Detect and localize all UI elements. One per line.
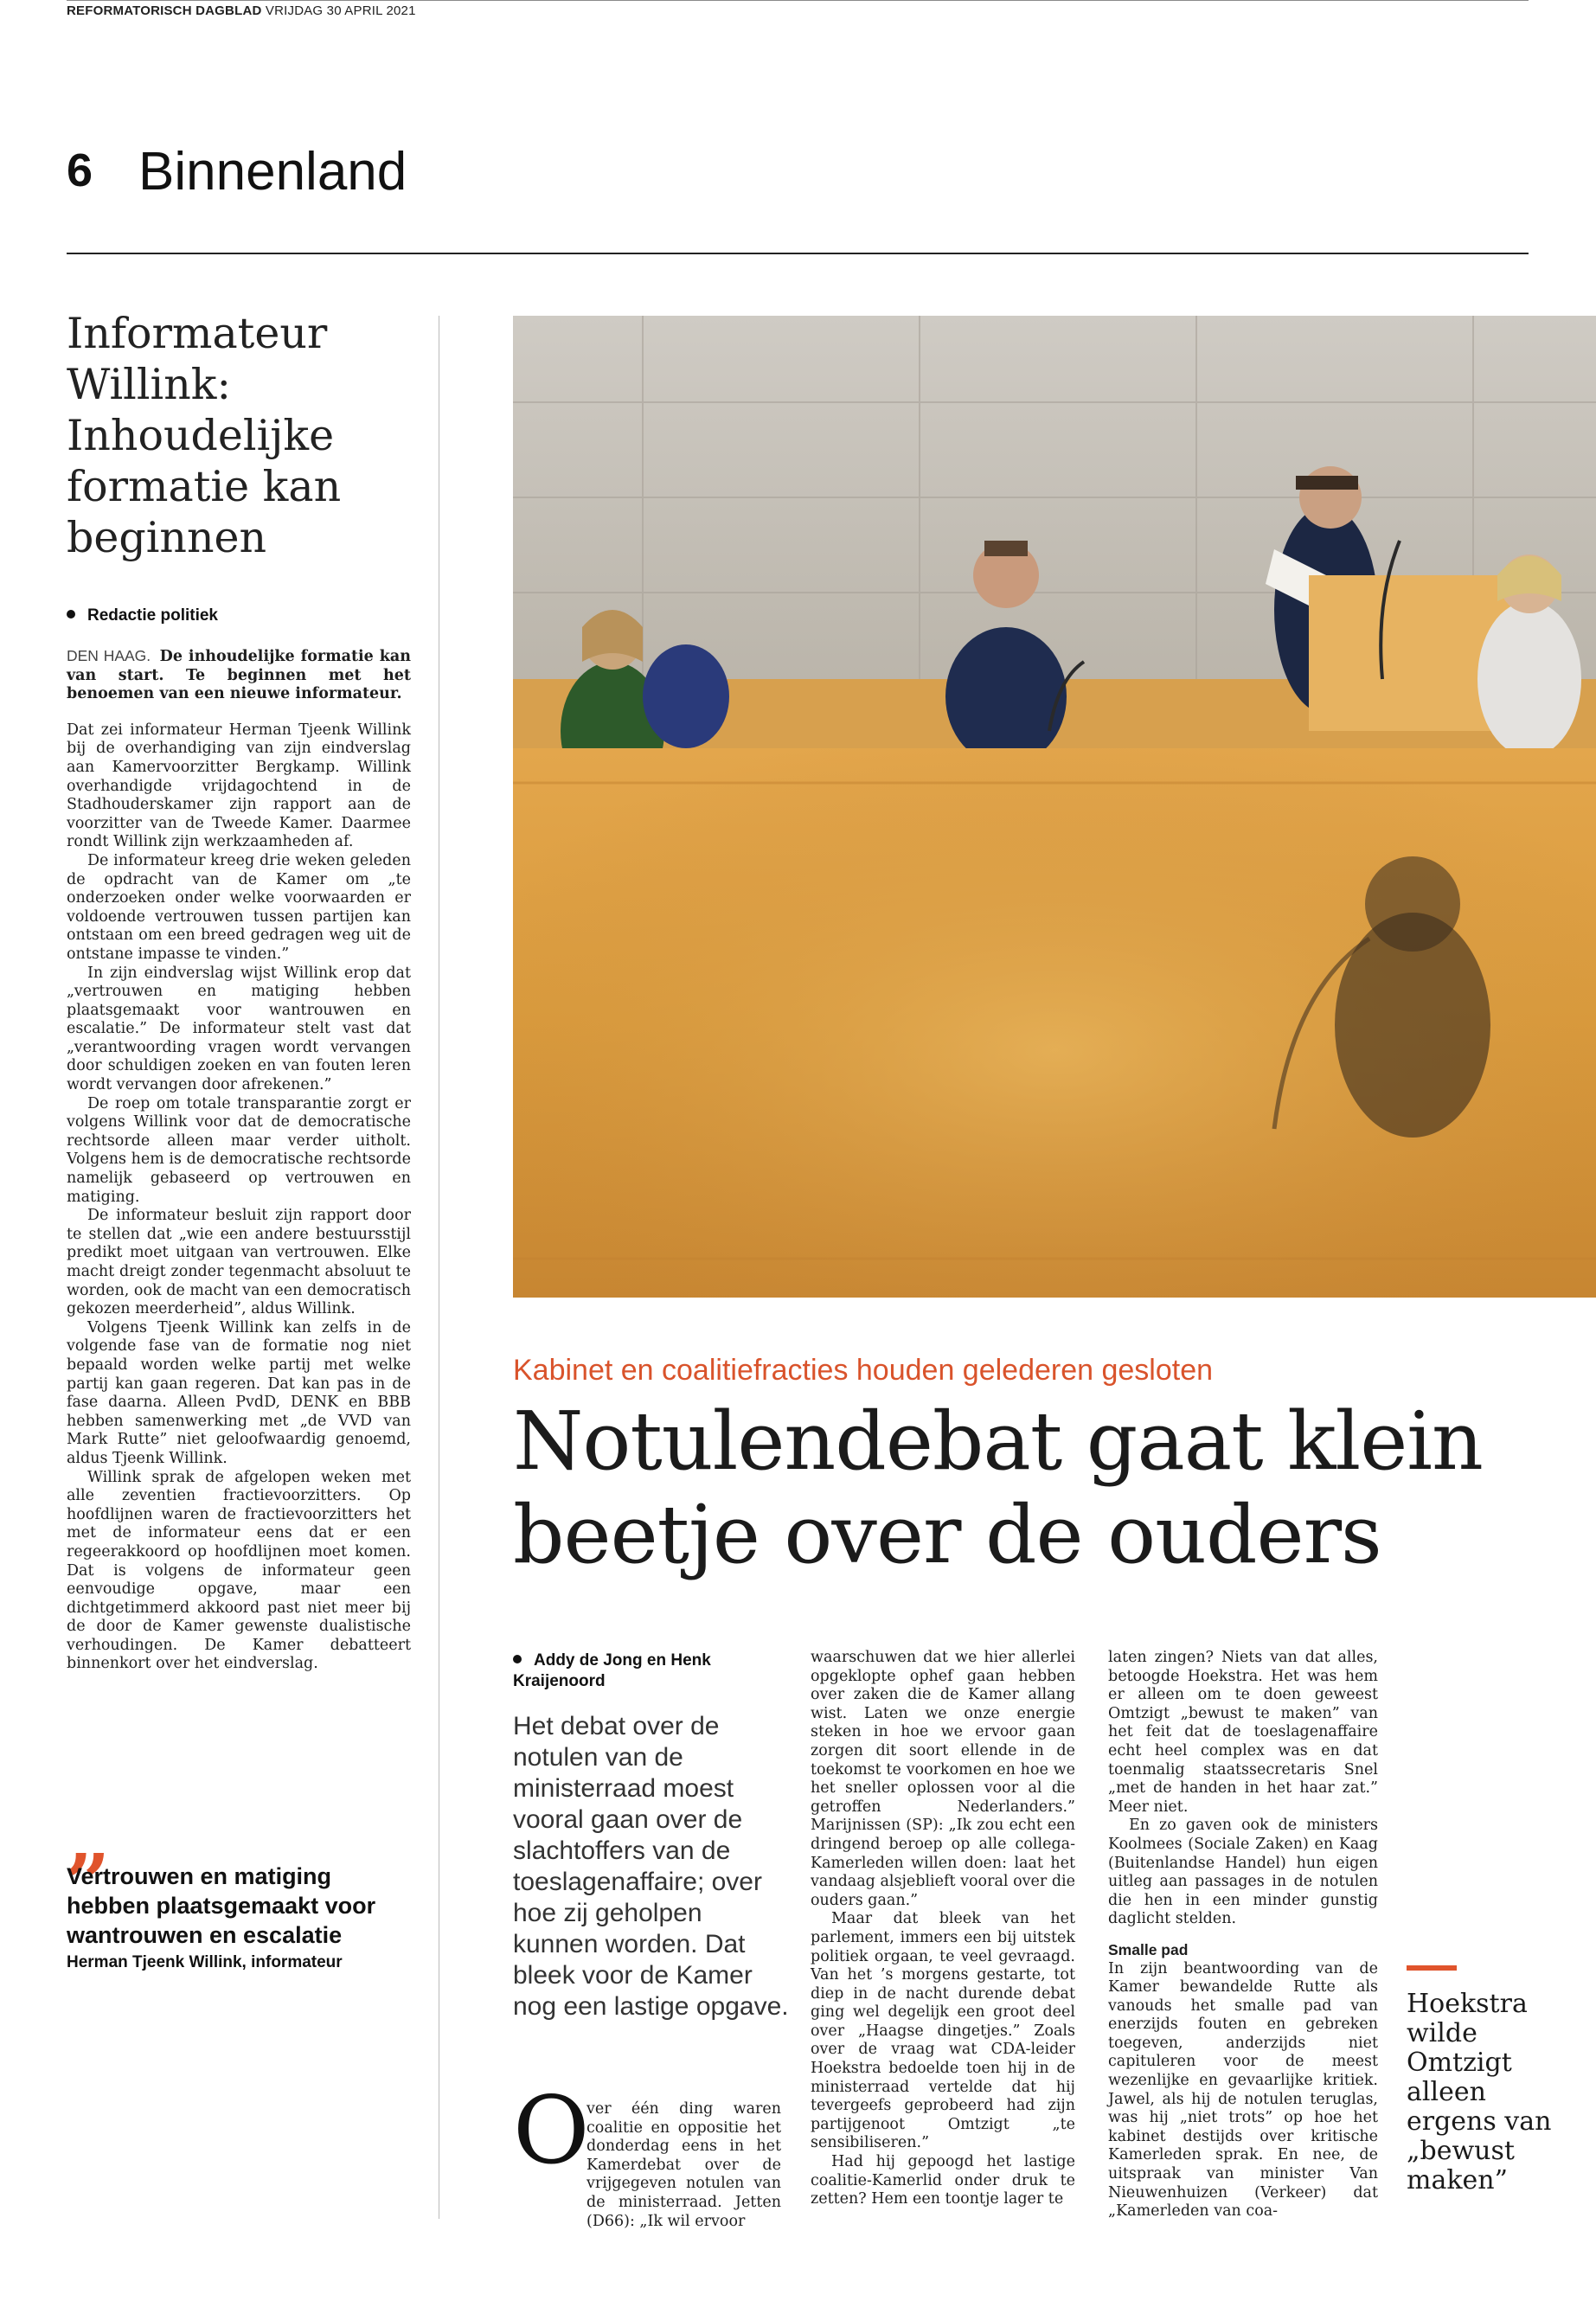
page-number: 6	[67, 144, 93, 196]
section-rule	[67, 253, 1529, 254]
side-article-byline	[67, 606, 218, 626]
paragraph: De informateur kreeg drie weken geleden de opdracht van de Kamer om „te onderzoeken onder welke voorwaarden er voldoende vertrouwen tussen partijen kan ontstaan om een breed gedragen weg uit de ontstane impasse te vinden.”	[67, 851, 411, 963]
byline-text: Redactie politiek	[87, 606, 218, 625]
paragraph: Volgens Tjeenk Willink kan zelfs in de volgende fase van de formatie nog niet bepaald worden welke partij met welke partij kan gaan regeren. Dat kan pas in de fase daarna. Alleen PvdD, DENK en BBB hebben samenwerking met „de VVD van Mark Rutte” niet geloofwaardig genoemd, aldus Tjeenk Willink.	[67, 1318, 411, 1467]
bullet-icon	[67, 610, 75, 619]
paragraph: En zo gaven ook de ministers Koolmees (Sociale Zaken) en Kaag (Buitenlandse Handel) hun eigen uitleg aan passages in de notulen die hen in een minder gunstig daglicht stelden.	[1108, 1817, 1378, 1928]
paper-name: REFORMATORISCH DAGBLAD	[67, 3, 262, 18]
bullet-icon	[513, 1655, 522, 1663]
subheading: Smalle pad	[1108, 1940, 1189, 1958]
page-header	[67, 3, 416, 18]
drop-cap: O	[513, 2077, 590, 2185]
photo-illustration	[513, 316, 1596, 1298]
side-quote: Vertrouwen en matiging hebben plaatsgemaakt voor wantrouwen en escalatie	[67, 1863, 376, 1948]
quote-mark-icon: „	[67, 1792, 112, 1884]
lede-text: De inhoudelijke formatie kan van start. Te beginnen met het benoemen van een nieuwe informateur.	[67, 648, 411, 703]
paragraph: ver één ding waren coalitie en oppositie het donderdag eens in het Kamerdebat over de vrijgegeven notulen van de ministerraad. Jetten (D66): „Ik wil ervoor	[586, 2100, 781, 2230]
byline-text: Addy de Jong en Henk Kraijenoord	[513, 1651, 711, 1690]
paragraph: Willink sprak de afgelopen weken met alle zeventien fractievoorzitters. Op hoofdlijnen waren de fractievoorzitters het met de informateur eens dat er een regeerakkoord op hoofdlijnen moet komen. Dat is volgens de informateur geen eenvoudige opgave, maar een dichtgetimmerd akkoord past niet meer bij de door de Kamer gewenste dualistische verhoudingen. De Kamer debatteert binnenkort over het eindverslag.	[67, 1468, 411, 1673]
paragraph: Had hij gepoogd het lastige coalitie-Kamerlid onder druk te zetten? Hem een toontje lager te	[811, 2153, 1075, 2208]
quote-author: Herman Tjeenk Willink, informateur	[67, 1953, 343, 1971]
article-headline: Notulendebat gaat klein beetje over de ouders	[513, 1394, 1483, 1581]
side-article-body	[67, 647, 411, 1674]
dateline: DEN HAAG.	[67, 647, 151, 664]
side-article-title: Informateur Willink: Inhoudelijke formatie kan beginnen	[67, 309, 342, 562]
paragraph: Maar dat bleek van het parlement, immers een bij uitstek politiek orgaan, te veel gevraagd. Van het ’s morgens gestarte, tot diep in de nacht durende debat ging wel degelijk een groot deel over „Haagse dingetjes.” Zoals over de vraag wat CDA-leider Hoekstra bedoelde toen hij in de ministerraad vertelde dat hij tevergeefs geprobeerd had zijn partijgenoot Omtzigt „te sensibiliseren.”	[811, 1910, 1075, 2152]
section-title: Binnenland	[138, 142, 407, 202]
paragraph: In zijn eindverslag wijst Willink erop dat „vertrouwen en matiging hebben plaatsgemaakt voor wantrouwen en escalatie.” De informateur stelt vast dat „verantwoording vragen wordt vervangen door schuldigen zoeken en van fouten leren wordt vervangen door afrekenen.”	[67, 964, 411, 1094]
paragraph: De roep om totale transparantie zorgt er volgens Willink voor dat de democratische rechtsorde alleen maar verder uitholt. Volgens hem is de democratische rechtsorde namelijk gebaseerd op vertrouwen en matiging.	[67, 1094, 411, 1206]
paragraph: De informateur besluit zijn rapport door te stellen dat „wie een andere bestuursstijl predikt moet uitgaan van vertrouwen. Elke macht dreigt zonder tegenmacht absoluut te worden, ook de macht van een democratisch gekozen meerderheid”, aldus Willink.	[67, 1207, 411, 1318]
pull-quote: Hoekstra wilde Omtzigt alleen ergens van „bewust maken”	[1407, 1989, 1552, 2195]
article-kicker: Kabinet en coalitiefracties houden gelederen gesloten	[513, 1354, 1214, 1387]
top-rule	[67, 0, 1529, 1]
paragraph: In zijn beantwoording van de Kamer bewandelde Rutte als vanouds het smalle pad van enerzijds fouten en gebreken toegeven, anderzijds niet capituleren voor de meest wezenlijke en gevaarlijke kritiek. Jawel, als hij de notulen teruglas, was hij „niet trots” op hoe het kabinet destijds over kritische Kamerleden sprak. En nee, de uitspraak van minister Van Nieuwenhuizen (Verkeer) dat „Kamerleden van coa-	[1108, 1959, 1378, 2221]
main-article-byline	[513, 1650, 747, 1692]
issue-date: VRIJDAG 30 APRIL 2021	[265, 3, 416, 18]
paragraph: waarschuwen dat we hier allerlei opgeklopte ophef gaan hebben over zaken die de Kamer allang wist. Laten we onze energie steken in hoe we ervoor gaan zorgen dit soort ellende in de toekomst te voorkomen en hoe we het sneller oplossen voor al die getroffen Nederlanders.” Marijnissen (SP): „Ik zou echt een dringend beroep op alle collega-Kamerleden willen doen: laat het vandaag alsjeblieft vooral over die ouders gaan.”	[811, 1649, 1075, 1909]
paragraph: laten zingen? Niets van dat alles, betoogde Hoekstra. Het was hem er alleen om te doen geweest Omtzigt „bewust te maken” van het feit dat de toeslagenaffaire echt heel complex was en dat toenmalig staatssecretaris Snel „met de handen in het haar zat.” Meer niet.	[1108, 1649, 1378, 1816]
article-column-2	[811, 1649, 1075, 2209]
article-column-3	[1108, 1649, 1378, 2221]
paragraph: Dat zei informateur Herman Tjeenk Willink bij de overhandiging van zijn eindverslag aan Kamervoorzitter Bergkamp. Willink overhandigde vrijdagochtend in de Stadhouderskamer zijn rapport aan de voorzitter van de Tweede Kamer. Daarmee rondt Willink zijn werkzaamheden af.	[67, 721, 411, 851]
side-lede	[67, 647, 411, 704]
parliament-photo	[513, 316, 1596, 1298]
article-intro: Het debat over de notulen van de ministerraad moest vooral gaan over de slachtoffers van de toeslagenaffaire; over hoe zij geholpen kunnen worden. Dat bleek voor de Kamer nog een lastige opgave.	[513, 1712, 789, 2021]
pull-quote-bar	[1407, 1965, 1457, 1971]
article-column-1	[513, 2100, 781, 2231]
